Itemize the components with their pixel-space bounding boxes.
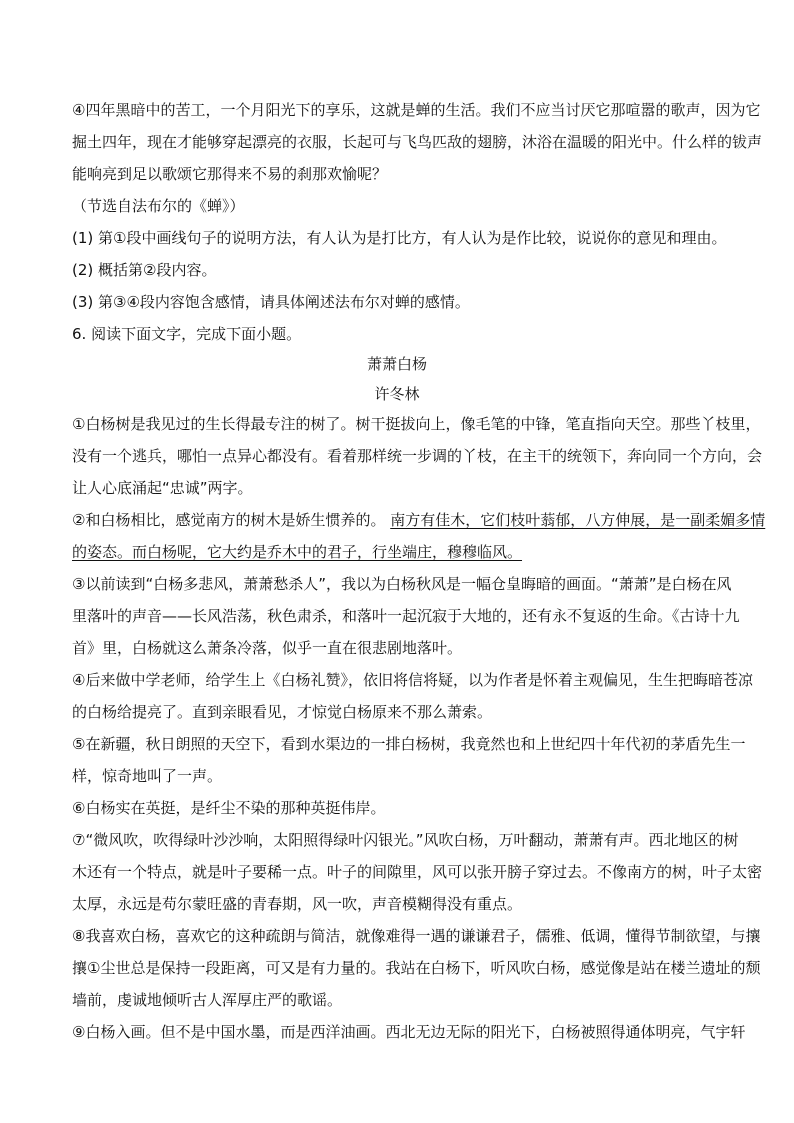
article-para-3-line: 里落叶的声音——长风浩荡，秋色肃杀，和落叶一起沉寂于大地的，还有永不复返的生命。《古诗十九 — [72, 607, 740, 625]
article-para-1-line: 让人心底涌起“忠诚”两字。 — [72, 479, 253, 497]
question-2: (2) 概括第②段内容。 — [72, 261, 217, 279]
article-para-7-line: 太厚，永远是苟尔蒙旺盛的青春期，风一吹，声音模糊得没有重点。 — [72, 895, 523, 913]
article-para-8-line: 墙前，虔诚地倾听古人浑厚庄严的歌谣。 — [72, 991, 343, 1009]
article-para-7-line: ⑦“微风吹，吹得绿叶沙沙响，太阳照得绿叶闪银光。”风吹白杨，万叶翻动，萧萧有声。西北地区的树 — [72, 831, 739, 849]
section-6-heading: 6. 阅读下面文字，完成下面小题。 — [72, 325, 302, 343]
underlined-sentence: 的姿态。而白杨呢，它大约是乔木中的君子，行坐端庄，穆穆临风。 — [72, 543, 523, 561]
article-para-8-line: ⑧我喜欢白杨，喜欢它的这种疏朗与简洁，就像难得一遇的谦谦君子，儒雅、低调，懂得节制欲望，与攘 — [72, 927, 761, 945]
para-2-plain-text: ②和白杨相比，感觉南方的树木是娇生惯养的。 — [72, 511, 386, 529]
underlined-sentence: 南方有佳木，它们枝叶蓊郁，八方伸展，是一副柔媚多情 — [390, 511, 766, 529]
article-para-2-line — [72, 510, 766, 530]
article-para-2-line — [72, 542, 724, 562]
article-para-1-line: ①白杨树是我见过的生长得最专注的树了。树干挺拔向上，像毛笔的中锋，笔直指向天空。那些丫枝里， — [72, 415, 761, 433]
article-para-8-line: 攘①尘世总是保持一段距离，可又是有力量的。我站在白杨下，听风吹白杨，感觉像是站在楼兰遗址的颓 — [72, 959, 761, 977]
article-para-5-line: ⑤在新疆，秋日朗照的天空下，看到水渠边的一排白杨树，我竟然也和上世纪四十年代初的茅盾先生一 — [72, 735, 746, 753]
article-para-9-line: ⑨白杨入画。但不是中国水墨，而是西洋油画。西北无边无际的阳光下，白杨被照得通体明亮，气宇轩 — [72, 1023, 746, 1041]
paragraph-4-line: 掘土四年，现在才能够穿起漂亮的衣服，长起可与飞鸟匹敌的翅膀，沐浴在温暖的阳光中。什么样的钹声 — [72, 133, 763, 151]
source-note: （节选自法布尔的《蝉》） — [72, 197, 245, 215]
article-title: 萧萧白杨 — [366, 355, 427, 373]
paragraph-4-line: 能响亮到足以歌颂它那得来不易的刹那欢愉呢？ — [72, 165, 388, 183]
article-para-7-line: 木还有一个特点，就是叶子要稀一点。叶子的间隙里，风可以张开膀子穿过去。不像南方的树，叶子太密 — [72, 863, 763, 881]
article-para-3-line: ③以前读到“白杨多悲风，萧萧愁杀人”，我以为白杨秋风是一幅仓皇晦暗的画面。“萧萧”是白杨在风 — [72, 575, 732, 593]
article-para-5-line: 样，惊奇地叫了一声。 — [72, 767, 223, 785]
article-para-1-line: 没有一个逃兵，哪怕一点异心都没有。看着那样统一步调的丫枝，在主干的统领下，奔向同一个方向，会 — [72, 447, 763, 465]
question-1: (1) 第①段中画线句子的说明方法，有人认为是打比方，有人认为是作比较，说说你的意见和理由。 — [72, 229, 727, 247]
article-para-3-line: 首》里，白杨就这么萧条冷落，似乎一直在很悲剧地落叶。 — [72, 639, 463, 657]
article-para-4-line: ④后来做中学老师，给学生上《白杨礼赞》，依旧将信将疑，以为作者是怀着主观偏见，生生把晦暗苍凉 — [72, 671, 753, 689]
article-para-6-line: ⑥白杨实在英挺，是纤尘不染的那种英挺伟岸。 — [72, 799, 386, 817]
paragraph-4-line: ④四年黑暗中的苦工，一个月阳光下的享乐，这就是蝉的生活。我们不应当讨厌它那喧嚣的歌声，因为它 — [72, 101, 761, 119]
article-author: 许冬林 — [374, 385, 420, 403]
question-3: (3) 第③④段内容饱含感情，请具体阐述法布尔对蝉的感情。 — [72, 293, 470, 311]
article-para-4-line: 的白杨给提亮了。直到亲眼看见，才惊觉白杨原来不那么萧索。 — [72, 703, 493, 721]
